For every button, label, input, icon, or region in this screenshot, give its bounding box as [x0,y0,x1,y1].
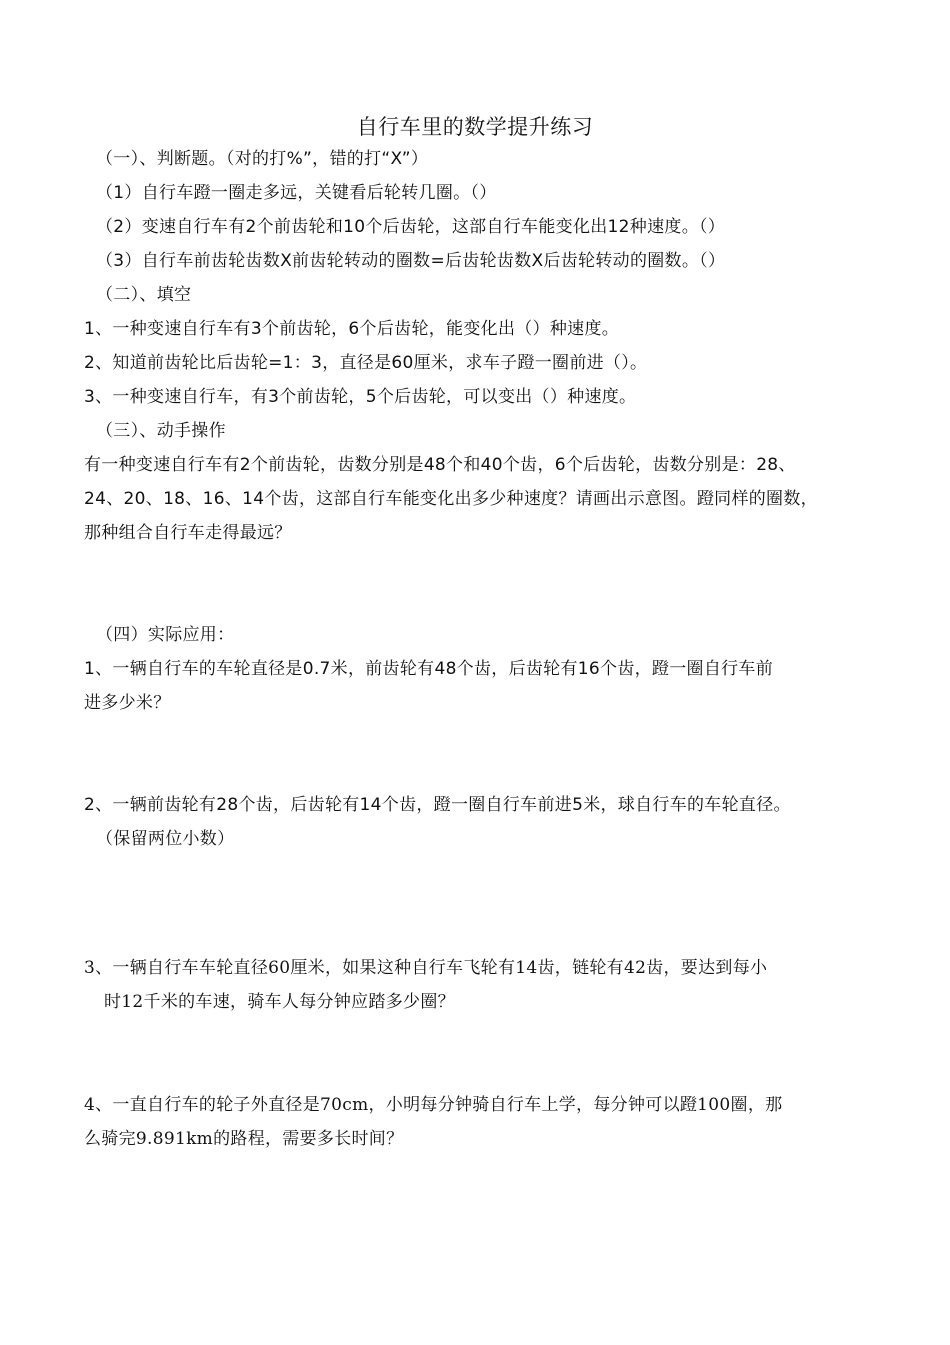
application-question-4-line-1: 4、一直自行车的轮子外直径是70cm，小明每分钟骑自行车上学，每分钟可以蹬100圈，那 [84,1095,783,1115]
fill-question-1: 1、一种变速自行车有3个前齿轮，6个后齿轮，能变化出（）种速度。 [84,319,620,339]
judge-question-3: （3）自行车前齿轮齿数X前齿轮转动的圈数=后齿轮齿数X后齿轮转动的圈数。（） [96,251,726,271]
application-question-3-line-1: 3、一辆自行车车轮直径60厘米，如果这种自行车飞轮有14齿，链轮有42齿，要达到每小 [84,958,768,978]
application-question-2-line-1: 2、一辆前齿轮有28个齿，后齿轮有14个齿，蹬一圈自行车前进5米，球自行车的车轮直径。 [84,795,791,815]
judge-question-1: （1）自行车蹬一圈走多远，关键看后轮转几圈。（） [96,183,497,203]
operation-paragraph-line-3: 那种组合自行车走得最远？ [84,523,292,543]
section-4-heading: （四）实际应用： [96,625,235,645]
operation-paragraph-line-2: 24、20、18、16、14个齿，这部自行车能变化出多少种速度？请画出示意图。蹬同样的圈数， [84,489,818,509]
application-question-4-line-2: 么骑完9.891km的路程，需要多长时间？ [84,1129,404,1149]
judge-question-2: （2）变速自行车有2个前齿轮和10个后齿轮，这部自行车能变化出12种速度。（） [96,217,726,237]
section-2-heading: （二）、填空 [96,285,192,305]
fill-question-2: 2、知道前齿轮比后齿轮=1：3，直径是60厘米，求车子蹬一圈前进（）。 [84,353,648,373]
section-1-heading: （一）、判断题。（对的打%”，错的打“X”） [96,149,429,169]
fill-question-3: 3、一种变速自行车，有3个前齿轮，5个后齿轮，可以变出（）种速度。 [84,387,637,407]
application-question-1-line-1: 1、一辆自行车的车轮直径是0.7米，前齿轮有48个齿，后齿轮有16个齿，蹬一圈自行车前 [84,659,774,679]
application-question-1-line-2: 进多少米？ [84,693,171,713]
application-question-3-line-2: 时12千米的车速，骑车人每分钟应踏多少圈？ [104,992,455,1012]
section-3-heading: （三）、动手操作 [96,421,226,441]
page-title: 自行车里的数学提升练习 [356,115,594,139]
application-question-2-line-2: （保留两位小数） [96,829,235,849]
operation-paragraph-line-1: 有一种变速自行车有2个前齿轮，齿数分别是48个和40个齿，6个后齿轮，齿数分别是：28、 [84,455,796,475]
